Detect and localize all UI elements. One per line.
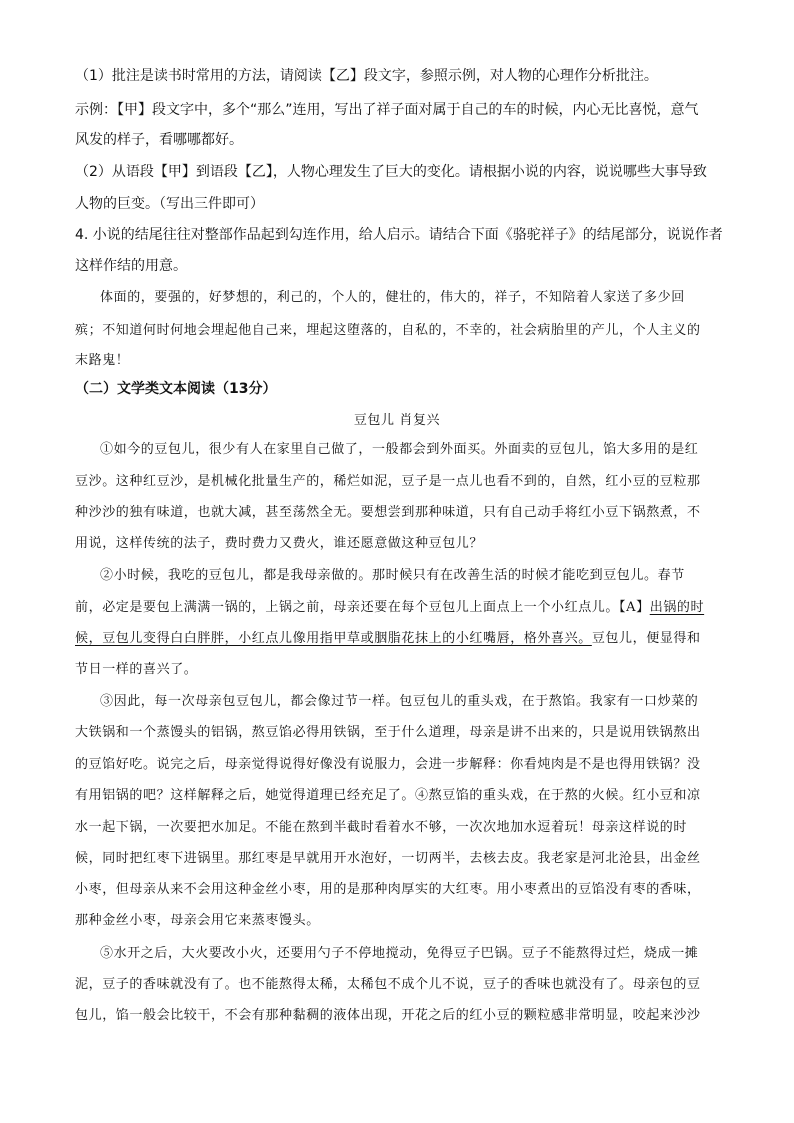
paragraph-2-line-3 xyxy=(75,630,725,648)
paragraph-2-line-1: ②小时候，我吃的豆包儿，都是我母亲做的。那时候只有在改善生活的时候才能吃到豆包儿。春节 xyxy=(100,568,685,583)
paragraph-5-line-2: 泥，豆子的香味就没有了。也不能熬得太稀，太稀包不成个儿不说，豆子的香味也就没有了。母亲包的豆 xyxy=(75,977,701,992)
paragraph-2-line-3-rest: 豆包儿，便显得和 xyxy=(591,631,701,646)
question-3-2-line-2: 人物的巨变。（写出三件即可） xyxy=(75,196,264,212)
paragraph-5-line-1: ⑤水开之后，大火要改小火，还要用勺子不停地搅动，免得豆子巴锅。豆子不能熬得过烂，烧成一摊 xyxy=(100,946,699,961)
question-3-1: （1）批注是读书时常用的方法，请阅读【乙】段文字，参照示例，对人物的心理作分析批注。 xyxy=(75,68,658,84)
paragraph-2-line-2 xyxy=(75,599,725,617)
question-3-example-line-1: 示例：【甲】段文字中，多个“那么”连用，写出了祥子面对属于自己的车的时候，内心无比喜悦，意气 xyxy=(75,102,699,118)
paragraph-1-line-1: ①如今的豆包儿，很少有人在家里自己做了，一般都会到外面买。外面卖的豆包儿，馅大多用的是红 xyxy=(100,442,699,457)
paragraph-1-line-2: 豆沙。这种红豆沙，是机械化批量生产的，稀烂如泥，豆子是一点儿也看不到的，自然，红小豆的豆粒那 xyxy=(75,474,701,489)
question-3-2-line-1: （2）从语段【甲】到语段【乙】，人物心理发生了巨大的变化。请根据小说的内容，说说哪些大事导致 xyxy=(75,164,707,180)
paragraph-1-line-4: 用说，这样传统的法子，费时费力又费火，谁还愿意做这种豆包儿？ xyxy=(75,536,484,551)
marker-a: 【A】 xyxy=(619,600,650,615)
question-4-line-2: 这样作结的用意。 xyxy=(75,258,187,274)
paragraph-3-line-4: 有用铝锅的吧？这样解释之后，她觉得道理已经充足了。④熬豆馅的重头戏，在于熬的火候。红小豆和凉 xyxy=(75,788,701,803)
quote-line-3: 末路鬼！ xyxy=(75,353,130,368)
question-3-example-line-2: 风发的样子，看哪哪都好。 xyxy=(75,132,243,148)
paragraph-2-line-2-text: 前，必定是要包上满满一锅的，上锅之前，母亲还要在每个豆包儿上面点上一个小红点儿。 xyxy=(75,600,620,615)
paragraph-3-line-2: 大铁锅和一个蒸馒头的铝锅，熬豆馅必得用铁锅，至于什么道理，母亲是讲不出来的，只是说用铁锅熬出 xyxy=(75,725,701,740)
paragraph-3-line-8: 那种金丝小枣，母亲会用它来蒸枣馒头。 xyxy=(75,913,320,928)
paragraph-2-line-4: 节日一样的喜兴了。 xyxy=(75,662,198,677)
quote-line-1: 体面的，要强的，好梦想的，利己的，个人的，健壮的，伟大的，祥子，不知陪着人家送了多少回 xyxy=(100,290,685,305)
paragraph-1-line-3: 种沙沙的独有味道，也就大减，甚至荡然全无。要想尝到那种味道，只有自己动手将红小豆下锅熬煮，不 xyxy=(75,505,701,520)
paragraph-3-line-7: 小枣，但母亲从来不会用这种金丝小枣，用的是那种肉厚实的大红枣。用小枣煮出的豆馅没有枣的香味， xyxy=(75,882,701,897)
quote-line-2: 殡；不知道何时何地会埋起他自己来，埋起这堕落的，自私的，不幸的，社会病胎里的产儿，个人主义的 xyxy=(75,323,701,338)
paragraph-3-line-3: 的豆馅好吃。说完之后，母亲觉得说得好像没有说服力，会进一步解释：你看炖肉是不是也得用铁锅？没 xyxy=(75,757,701,772)
paragraph-5-line-3: 包儿，馅一般会比较干，不会有那种黏稠的液体出现，开花之后的红小豆的颗粒感非常明显，咬起来沙沙 xyxy=(75,1008,701,1023)
paragraph-3-line-5: 水一起下锅，一次要把水加足。不能在熬到半截时看着水不够，一次次地加水逗着玩！母亲这样说的时 xyxy=(75,820,688,835)
question-4-line-1: 4. 小说的结尾往往对整部作品起到勾连作用，给人启示。请结合下面《骆驼祥子》的结尾部分，说说作者 xyxy=(75,227,723,243)
paragraph-3-line-6: 候，同时把红枣下进锅里。那红枣是早就用开水泡好，一切两半，去核去皮。我老家是河北沧县，出金丝 xyxy=(75,851,701,866)
passage-title: 豆包儿 肖复兴 xyxy=(353,413,441,428)
underlined-sentence-part-1: 出锅的时 xyxy=(649,600,705,615)
underlined-sentence-part-2: 候，豆包儿变得白白胖胖，小红点儿像用指甲草或胭脂花抹上的小红嘴唇，格外喜兴。 xyxy=(75,631,592,646)
section-heading: （二）文学类文本阅读（13分） xyxy=(75,381,277,397)
paragraph-3-line-1: ③因此，每一次母亲包豆包儿，都会像过节一样。包豆包儿的重头戏，在于熬馅。我家有一口炒菜的 xyxy=(100,694,699,709)
